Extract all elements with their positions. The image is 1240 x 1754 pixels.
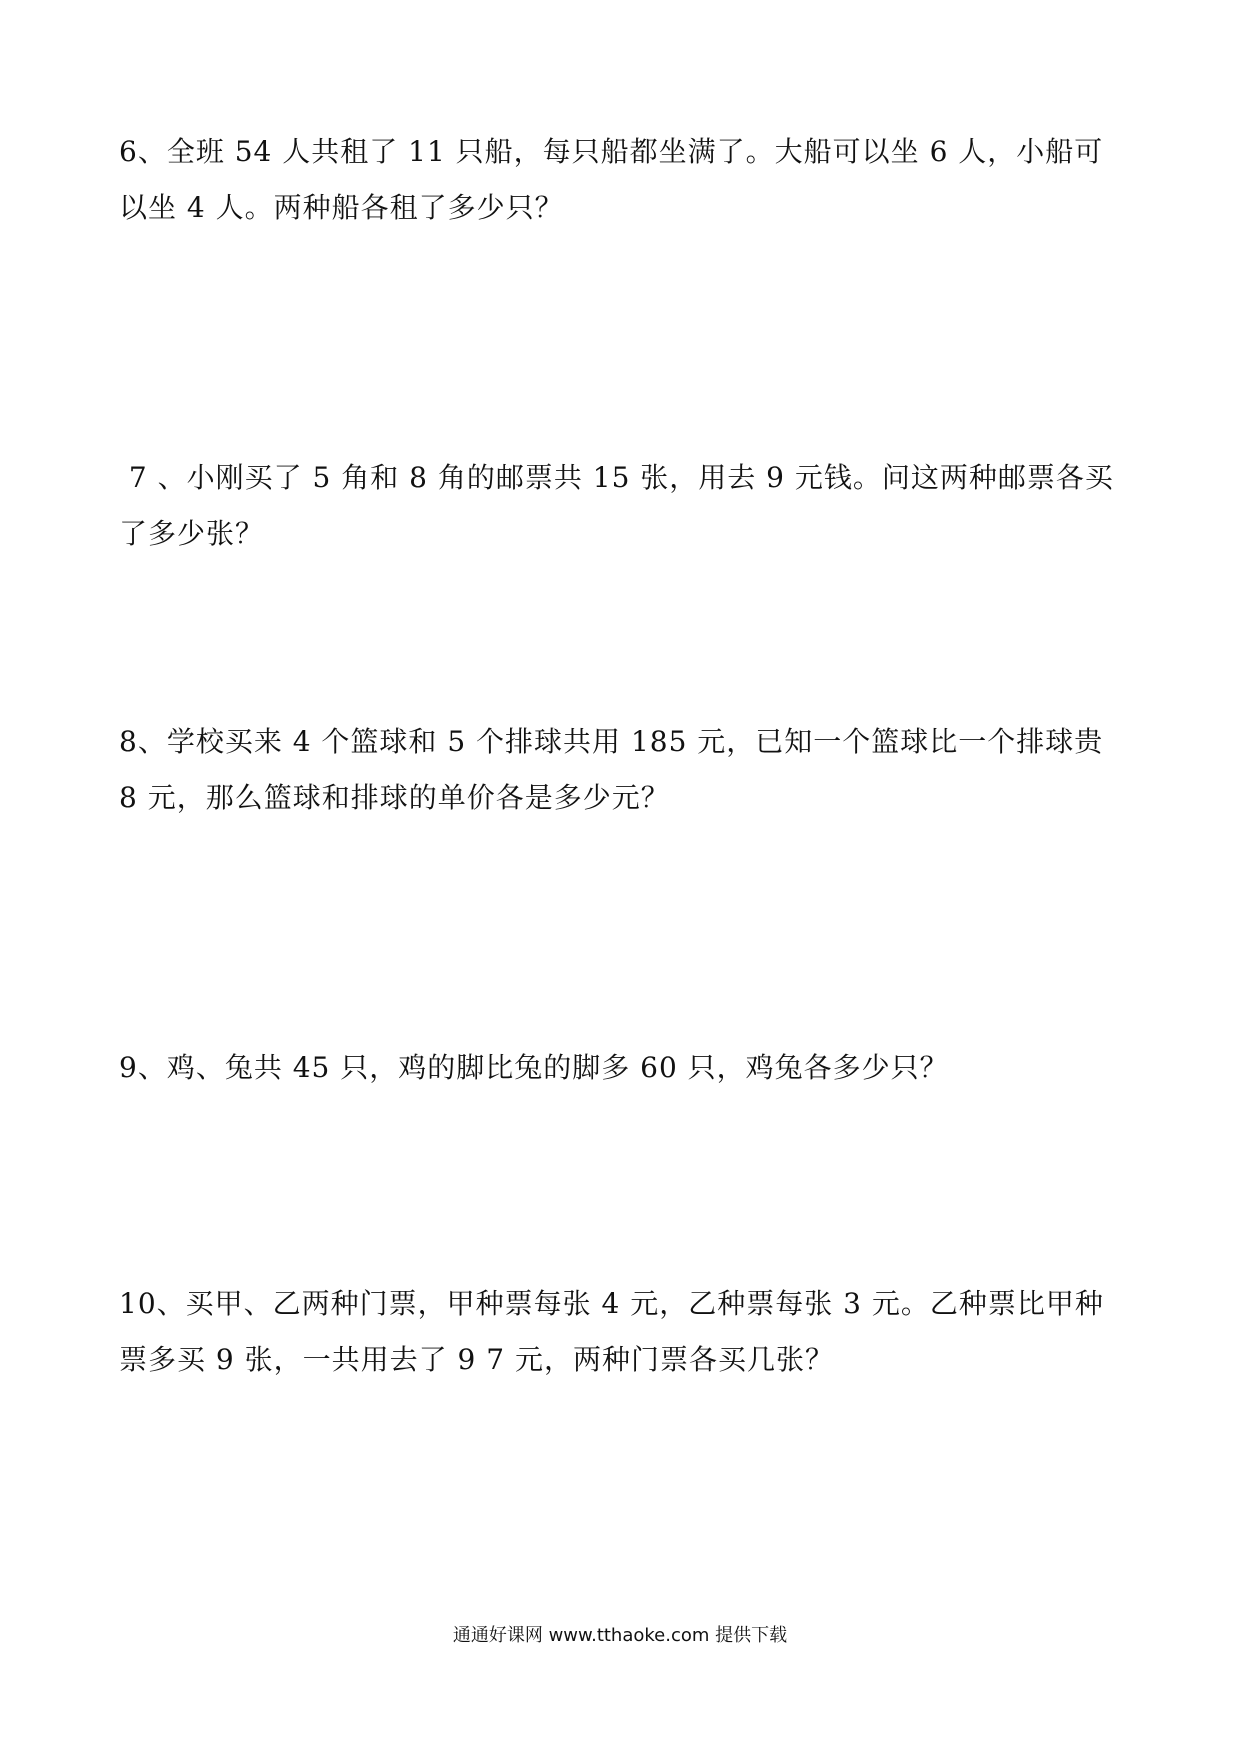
page-footer: 通通好课网 www.tthaoke.com 提供下载	[452, 1625, 788, 1646]
problem-9: 9、鸡、兔共 45 只，鸡的脚比兔的脚多 60 只，鸡兔各多少只？	[119, 1051, 949, 1084]
problem-8: 8、学校买来 4 个篮球和 5 个排球共用 185 元，已知一个篮球比一个排球贵 8 元，那么篮球和排球的单价各是多少元？	[119, 725, 1114, 814]
problem-6: 6、全班 54 人共租了 11 只船，每只船都坐满了。大船可以坐 6 人，小船可以坐 4 人。两种船各租了多少只？	[119, 135, 1104, 224]
problem-10: 10、买甲、乙两种门票，甲种票每张 4 元，乙种票每张 3 元。乙种票比甲种票多买 9 张，一共用去了 9 7 元，两种门票各买几张？	[119, 1287, 1104, 1376]
problem-7: 7 、小刚买了 5 角和 8 角的邮票共 15 张，用去 9 元钱。问这两种邮票各买了多少张？	[119, 461, 1114, 550]
